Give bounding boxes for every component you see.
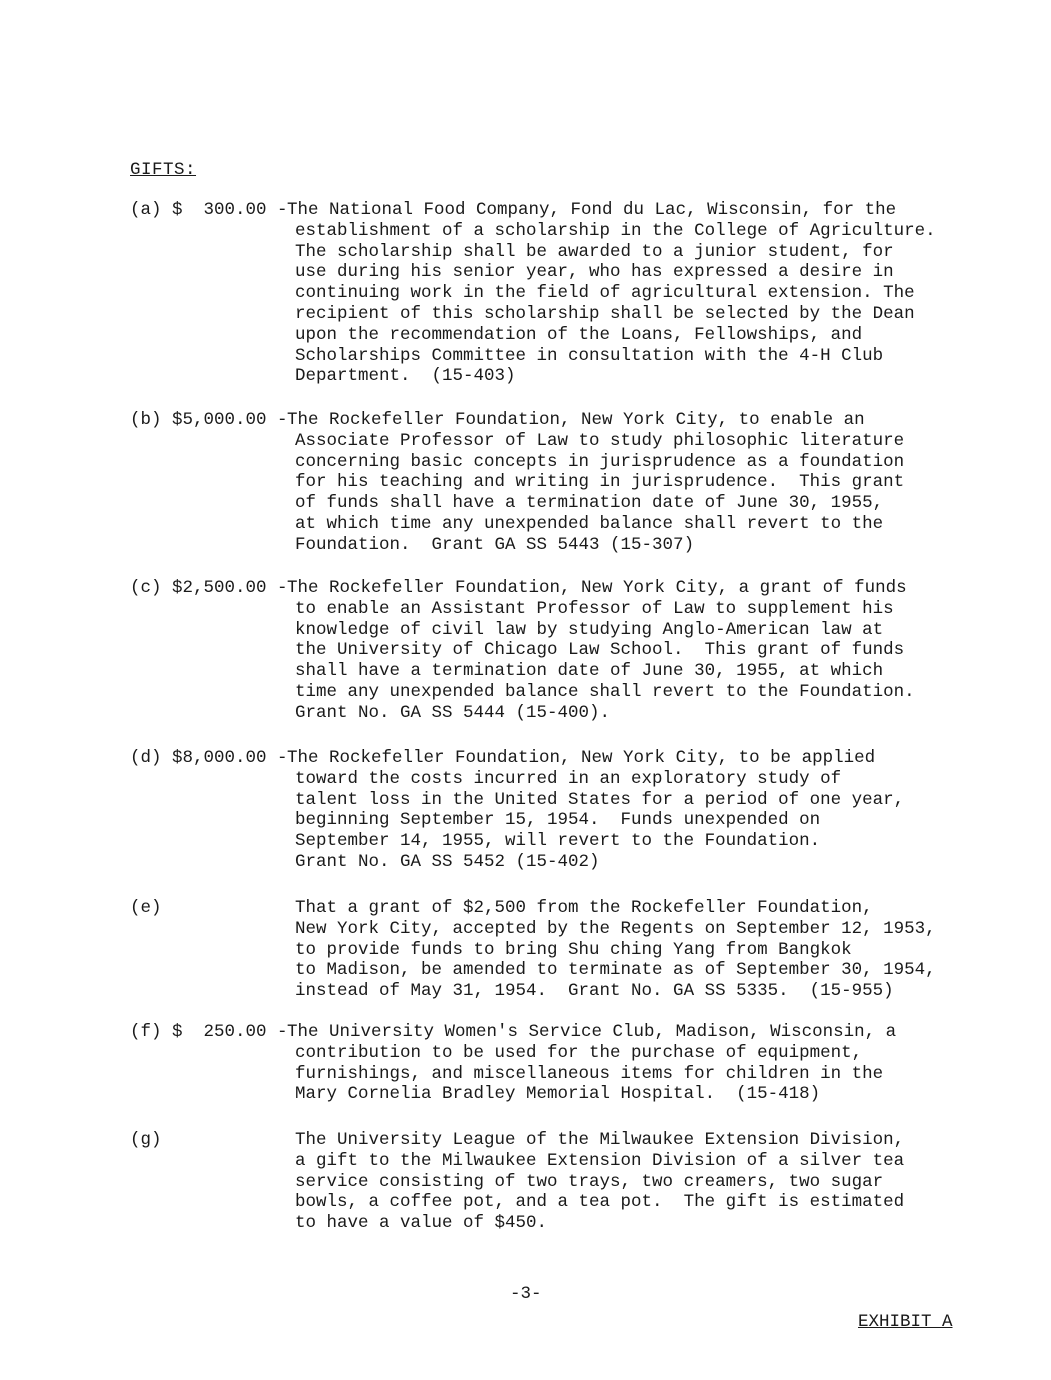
gift-description-line: The Rockefeller Foundation, New York City, a grant of funds — [287, 578, 907, 598]
gift-description-line: furnishings, and miscellaneous items for children in the — [295, 1063, 884, 1084]
gift-description-line: Mary Cornelia Bradley Memorial Hospital. (15-418) — [295, 1084, 821, 1105]
gift-description-line: of funds shall have a termination date of June 30, 1955, — [295, 493, 884, 514]
gift-description — [287, 410, 945, 556]
gift-description-line: knowledge of civil law by studying Anglo-American law at — [295, 619, 884, 640]
gift-label: (g) — [130, 1130, 162, 1150]
gift-description — [295, 1130, 945, 1234]
gift-label: (f) $ 250.00 - — [130, 1022, 288, 1042]
gift-description-line: The scholarship shall be awarded to a junior student, for — [295, 241, 894, 262]
page-number: -3- — [510, 1284, 542, 1304]
gift-description-line: Foundation. Grant GA SS 5443 (15-307) — [295, 534, 695, 555]
gift-description-line: toward the costs incurred in an exploratory study of — [295, 768, 842, 789]
gift-description-line: bowls, a coffee pot, and a tea pot. The gift is estimated — [295, 1192, 905, 1213]
gift-description-line: September 14, 1955, will revert to the Foundation. — [295, 831, 821, 852]
gift-description-line: a gift to the Milwaukee Extension Division of a silver tea — [295, 1150, 905, 1171]
gift-description-line: to Madison, be amended to terminate as of September 30, 1954, — [295, 960, 936, 981]
gift-description-line: The University Women's Service Club, Madison, Wisconsin, a — [287, 1022, 897, 1042]
gift-description-line: service consisting of two trays, two creamers, two sugar — [295, 1171, 884, 1192]
gift-description-line: shall have a termination date of June 30, 1955, at which — [295, 661, 884, 682]
gift-label: (d) $8,000.00 - — [130, 748, 288, 768]
gift-label: (a) $ 300.00 - — [130, 200, 288, 220]
gift-description-line: for his teaching and writing in jurisprudence. This grant — [295, 472, 905, 493]
gifts-heading: GIFTS: — [130, 160, 197, 180]
gift-label: (b) $5,000.00 - — [130, 410, 288, 430]
gift-description-line: at which time any unexpended balance shall revert to the — [295, 513, 884, 534]
gift-description-line: Grant No. GA SS 5444 (15-400). — [295, 702, 611, 723]
gift-description-line: to have a value of $450. — [295, 1213, 548, 1234]
gift-description-line: recipient of this scholarship shall be selected by the Dean — [295, 303, 915, 324]
gift-description-line: use during his senior year, who has expressed a desire in — [295, 262, 894, 283]
gift-description-line: The Rockefeller Foundation, New York City, to be applied — [287, 748, 876, 768]
gift-description — [287, 1022, 945, 1105]
gift-description — [295, 898, 945, 1002]
exhibit-label: EXHIBIT A — [858, 1312, 953, 1332]
gift-description — [287, 578, 945, 724]
gift-description-line: to provide funds to bring Shu ching Yang from Bangkok — [295, 939, 852, 960]
gift-description-line: instead of May 31, 1954. Grant No. GA SS 5335. (15-955) — [295, 981, 894, 1002]
gift-description-line: contribution to be used for the purchase of equipment, — [295, 1042, 863, 1063]
gift-description-line: That a grant of $2,500 from the Rockefeller Foundation, — [295, 898, 873, 918]
gift-description-line: time any unexpended balance shall revert to the Foundation. — [295, 681, 915, 702]
gift-description-line: talent loss in the United States for a period of one year, — [295, 789, 905, 810]
gift-description-line: beginning September 15, 1954. Funds unexpended on — [295, 810, 821, 831]
gift-description-line: Department. (15-403) — [295, 366, 516, 387]
gift-description-line: New York City, accepted by the Regents on September 12, 1953, — [295, 918, 936, 939]
gift-description-line: Associate Professor of Law to study philosophic literature — [295, 430, 905, 451]
gift-description-line: The Rockefeller Foundation, New York City, to enable an — [287, 410, 865, 430]
gift-description-line: the University of Chicago Law School. This grant of funds — [295, 640, 905, 661]
gift-description-line: The National Food Company, Fond du Lac, Wisconsin, for the — [287, 200, 897, 220]
gift-description — [287, 200, 945, 387]
gift-description-line: Scholarships Committee in consultation with the 4-H Club — [295, 345, 884, 366]
gift-description-line: Grant No. GA SS 5452 (15-402) — [295, 851, 600, 872]
gift-description-line: to enable an Assistant Professor of Law to supplement his — [295, 598, 894, 619]
gift-description-line: continuing work in the field of agricultural extension. The — [295, 283, 915, 304]
gift-description-line: establishment of a scholarship in the College of Agriculture. — [295, 220, 936, 241]
gift-label: (e) — [130, 898, 162, 918]
gift-description-line: upon the recommendation of the Loans, Fellowships, and — [295, 324, 863, 345]
gift-label: (c) $2,500.00 - — [130, 578, 288, 598]
gift-description-line: concerning basic concepts in jurisprudence as a foundation — [295, 451, 905, 472]
gift-description — [287, 748, 945, 873]
gift-description-line: The University League of the Milwaukee Extension Division, — [295, 1130, 905, 1150]
